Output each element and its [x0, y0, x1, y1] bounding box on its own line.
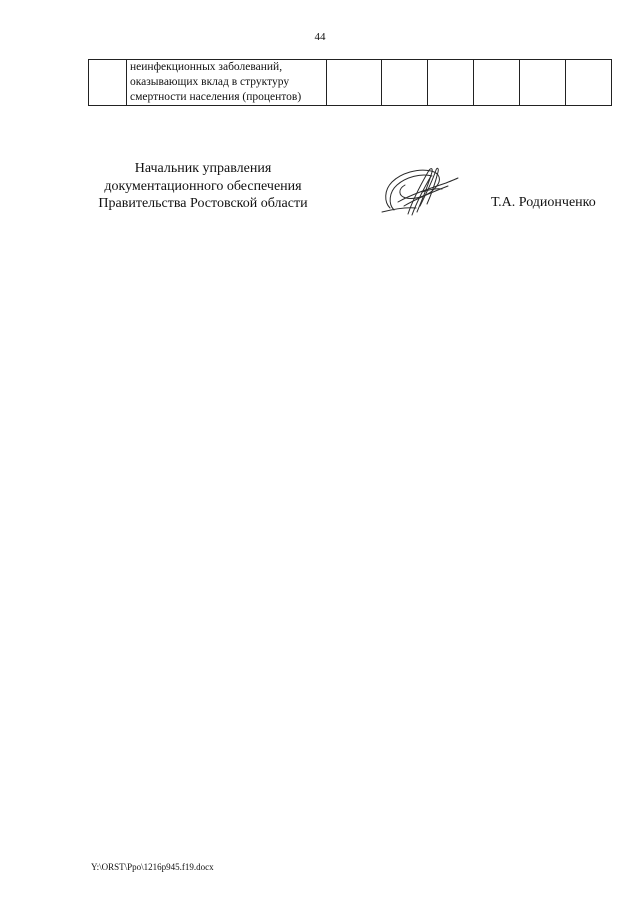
page-number: 44	[314, 31, 326, 43]
value-cell	[566, 60, 612, 106]
table-row	[89, 60, 612, 106]
table-continuation	[88, 59, 612, 106]
row-number-cell	[89, 60, 127, 106]
indicator-text-line: оказывающих вклад в структуру	[130, 76, 290, 88]
indicator-name-cell	[127, 60, 327, 106]
indicator-text-line: смертности населения (процентов)	[130, 91, 302, 103]
handwritten-signature	[376, 162, 460, 220]
indicator-text-line: неинфекционных заболеваний,	[130, 61, 283, 73]
signer-position-line: Начальник управления	[134, 161, 272, 176]
signer-position-line: Правительства Ростовской области	[98, 196, 308, 211]
file-path-footer: Y:\ORST\Ppo\1216p945.f19.docx	[91, 862, 214, 872]
value-cell	[474, 60, 520, 106]
signer-name: Т.А. Родионченко	[491, 195, 596, 210]
value-cell	[382, 60, 428, 106]
value-cell	[428, 60, 474, 106]
value-cell	[520, 60, 566, 106]
value-cell	[327, 60, 382, 106]
signer-position-line: документационного обеспечения	[104, 178, 302, 194]
signer-position	[82, 160, 324, 213]
